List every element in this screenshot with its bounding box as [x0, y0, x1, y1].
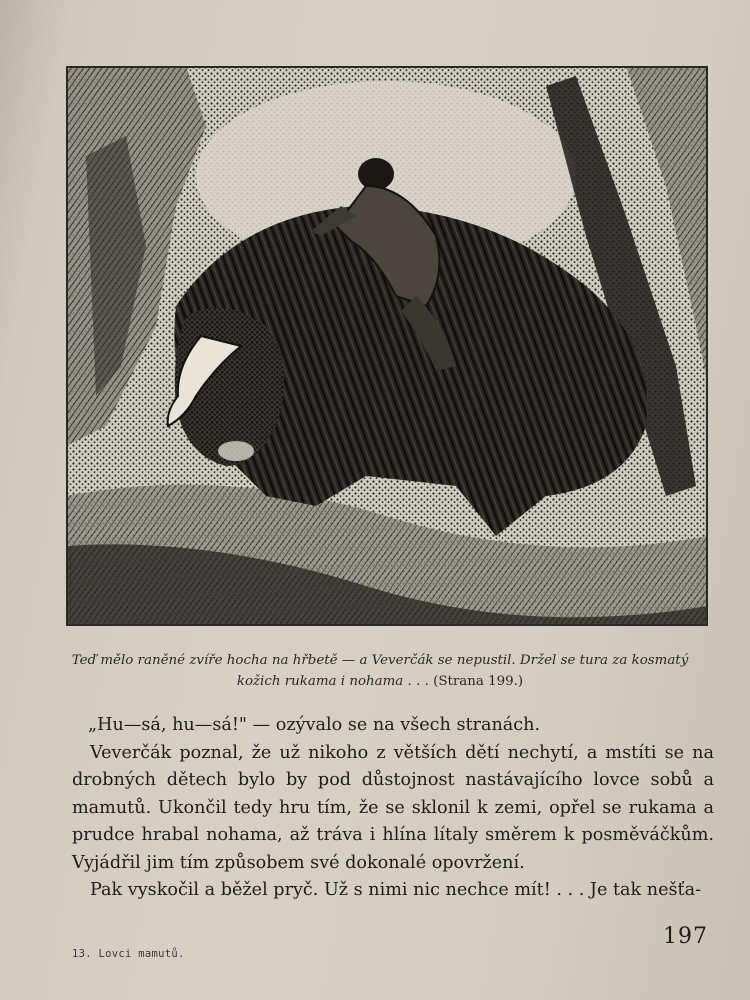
paragraph-3: Pak vyskočil a běžel pryč. Už s nimi nic nechce mít! . . . Je tak nešťa- [90, 880, 702, 900]
page-number: 197 [663, 924, 708, 949]
printer-signature: 13. Lovci mamutů. [72, 948, 185, 960]
body-text [72, 712, 714, 905]
illustration-caption [60, 650, 700, 692]
illustration [66, 66, 708, 626]
paragraph-2: Veverčák poznal, že už nikoho z větších dětí nechytí, a mstíti se na drobných dětech bylo by pod důstojnost nastávajícího lovce sobů a mamutů. Ukončil tedy hru tím, že se sklonil k zemi, opřel se rukama a prudce hrabal nohama, až tráva i hlína lítaly směrem k posměváčkům. Vyjádřil jim tím způsobem své dokonalé opovržení. [72, 742, 714, 873]
caption-text: Teď mělo raněné zvíře hocha na hřbetě — a Veverčák se nepustil. Držel se tura za kosmatý kožich rukama i nohama . . . [71, 653, 689, 689]
caption-page-reference: (Strana 199.) [433, 674, 524, 689]
paragraph-1: „Hu—sá, hu—sá!" — ozývalo se na všech stranách. [88, 715, 541, 735]
